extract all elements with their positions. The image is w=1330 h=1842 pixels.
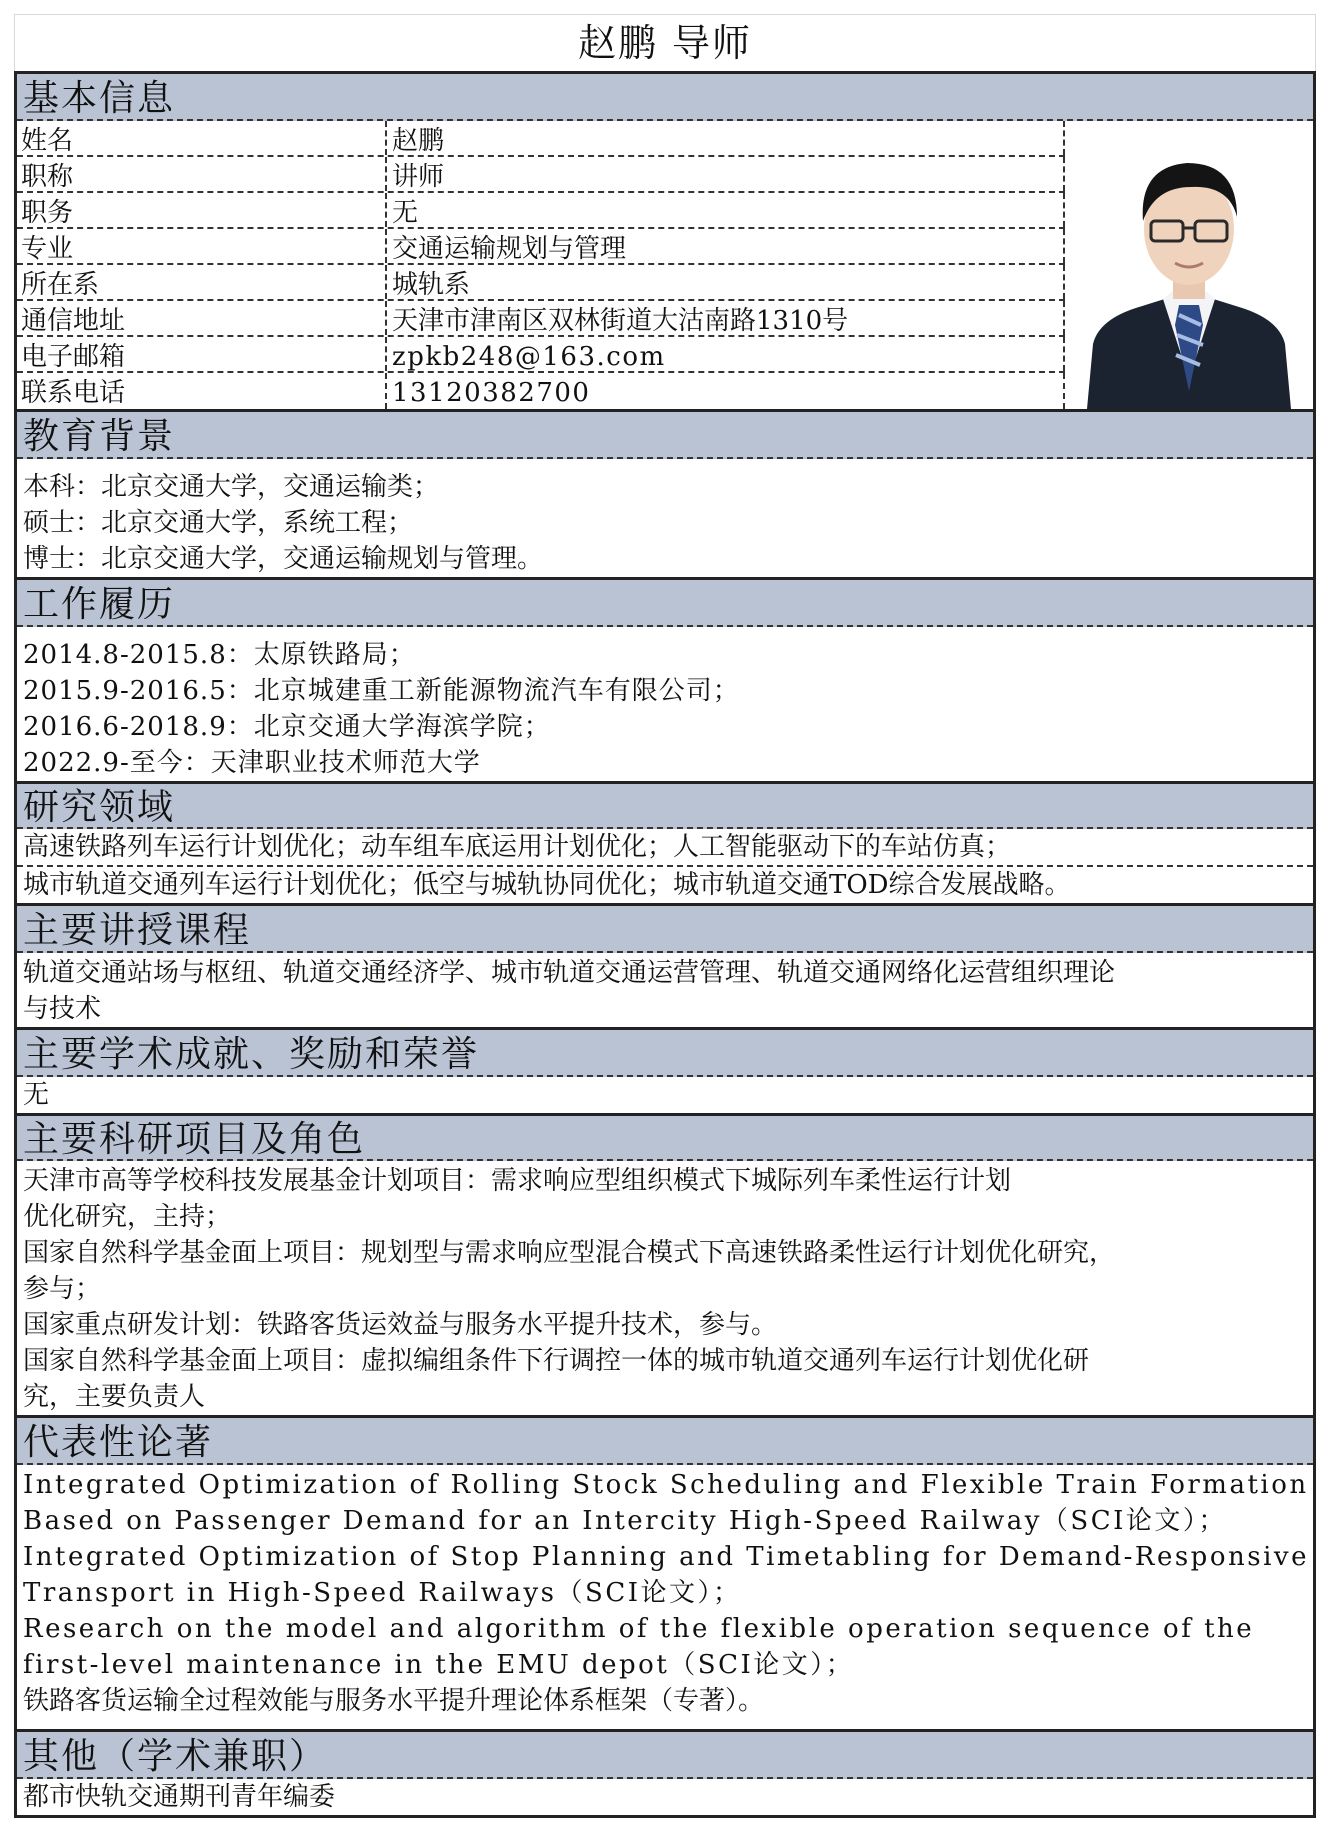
paper-line: Research on the model and algorithm of the flexible operation sequence of the bbox=[23, 1614, 1255, 1644]
page-title: 赵鹏 导师 bbox=[14, 14, 1316, 71]
paper-line: Based on Passenger Demand for an Intercity High-Speed Railway（SCI论文）； bbox=[23, 1506, 1227, 1536]
education-line: 博士：北京交通大学，交通运输规划与管理。 bbox=[23, 544, 544, 574]
paper-line: Transport in High-Speed Railways（SCI论文）； bbox=[23, 1578, 742, 1608]
info-value: 无 bbox=[387, 193, 1065, 227]
info-label: 通信地址 bbox=[17, 301, 387, 335]
work-line: 2016.6-2018.9：北京交通大学海滨学院； bbox=[23, 712, 551, 742]
other-line: 都市快轨交通期刊青年编委 bbox=[23, 1782, 336, 1812]
info-value: 讲师 bbox=[387, 157, 1065, 191]
info-label: 所在系 bbox=[17, 265, 387, 299]
paper-line: first-level maintenance in the EMU depot（SCI论文）； bbox=[23, 1650, 855, 1680]
awards-line: 无 bbox=[23, 1080, 50, 1110]
section-heading-education: 教育背景 bbox=[17, 409, 1313, 459]
info-row-email bbox=[17, 337, 1065, 373]
education-line: 硕士：北京交通大学，系统工程； bbox=[23, 508, 414, 538]
section-heading-other: 其他（学术兼职） bbox=[17, 1729, 1313, 1779]
work-line: 2022.9-至今：天津职业技术师范大学 bbox=[23, 748, 481, 778]
project-line: 天津市高等学校科技发展基金计划项目：需求响应型组织模式下城际列车柔性运行计划 bbox=[23, 1166, 1012, 1196]
project-line: 国家自然科学基金面上项目：规划型与需求响应型混合模式下高速铁路柔性运行计划优化研究， bbox=[23, 1238, 1116, 1268]
research-line: 城市轨道交通列车运行计划优化；低空与城轨协同优化；城市轨道交通TOD综合发展战略。 bbox=[23, 870, 1071, 900]
info-label: 职称 bbox=[17, 157, 387, 191]
info-row-name bbox=[17, 121, 1065, 157]
info-label: 专业 bbox=[17, 229, 387, 263]
info-row-position bbox=[17, 193, 1065, 229]
info-value: 赵鹏 bbox=[387, 121, 1065, 155]
section-heading-awards: 主要学术成就、奖励和荣誉 bbox=[17, 1027, 1313, 1077]
info-label: 职务 bbox=[17, 193, 387, 227]
paper-line: 铁路客货运输全过程效能与服务水平提升理论体系框架（专著）。 bbox=[23, 1686, 765, 1716]
work-line: 2015.9-2016.5：北京城建重工新能源物流汽车有限公司； bbox=[23, 676, 740, 706]
info-value-email[interactable]: zpkb248@163.com bbox=[387, 337, 1065, 371]
resume-sheet bbox=[14, 14, 1316, 1818]
courses-line: 与技术 bbox=[23, 994, 102, 1024]
photo-cell bbox=[1065, 121, 1313, 409]
portrait-photo bbox=[1079, 129, 1299, 409]
info-row-major bbox=[17, 229, 1065, 265]
section-heading-projects: 主要科研项目及角色 bbox=[17, 1113, 1313, 1161]
resume-table bbox=[14, 71, 1316, 1818]
work-line: 2014.8-2015.8：太原铁路局； bbox=[23, 640, 416, 670]
education-line: 本科：北京交通大学，交通运输类； bbox=[23, 472, 440, 502]
info-row-title bbox=[17, 157, 1065, 193]
paper-line: Integrated Optimization of Rolling Stock Scheduling and Flexible Train Formation bbox=[23, 1470, 1309, 1500]
paper-line: Integrated Optimization of Stop Planning and Timetabling for Demand-Responsive bbox=[23, 1542, 1309, 1572]
info-label: 电子邮箱 bbox=[17, 337, 387, 371]
section-heading-basic: 基本信息 bbox=[17, 71, 1313, 121]
info-row-phone bbox=[17, 373, 1065, 409]
info-label: 联系电话 bbox=[17, 373, 387, 409]
info-label: 姓名 bbox=[17, 121, 387, 155]
project-line: 参与； bbox=[23, 1274, 102, 1304]
info-row-department bbox=[17, 265, 1065, 301]
courses-line: 轨道交通站场与枢纽、轨道交通经济学、城市轨道交通运营管理、轨道交通网络化运营组织理论 bbox=[23, 958, 1116, 988]
section-heading-papers: 代表性论著 bbox=[17, 1415, 1313, 1465]
info-row-address bbox=[17, 301, 1065, 337]
info-value: 天津市津南区双林街道大沽南路1310号 bbox=[387, 301, 1065, 335]
info-value-phone: 13120382700 bbox=[387, 373, 1065, 409]
project-line: 究，主要负责人 bbox=[23, 1382, 206, 1412]
project-line: 优化研究，主持； bbox=[23, 1202, 232, 1232]
section-heading-courses: 主要讲授课程 bbox=[17, 903, 1313, 953]
basic-info bbox=[17, 121, 1313, 409]
section-heading-work: 工作履历 bbox=[17, 577, 1313, 627]
project-line: 国家自然科学基金面上项目：虚拟编组条件下行调控一体的城市轨道交通列车运行计划优化研 bbox=[23, 1346, 1090, 1376]
section-heading-research: 研究领域 bbox=[17, 781, 1313, 829]
info-value: 交通运输规划与管理 bbox=[387, 229, 1065, 263]
research-line: 高速铁路列车运行计划优化；动车组车底运用计划优化；人工智能驱动下的车站仿真； bbox=[17, 829, 1313, 867]
info-value: 城轨系 bbox=[387, 265, 1065, 299]
project-line: 国家重点研发计划：铁路客货运效益与服务水平提升技术，参与。 bbox=[23, 1310, 778, 1340]
